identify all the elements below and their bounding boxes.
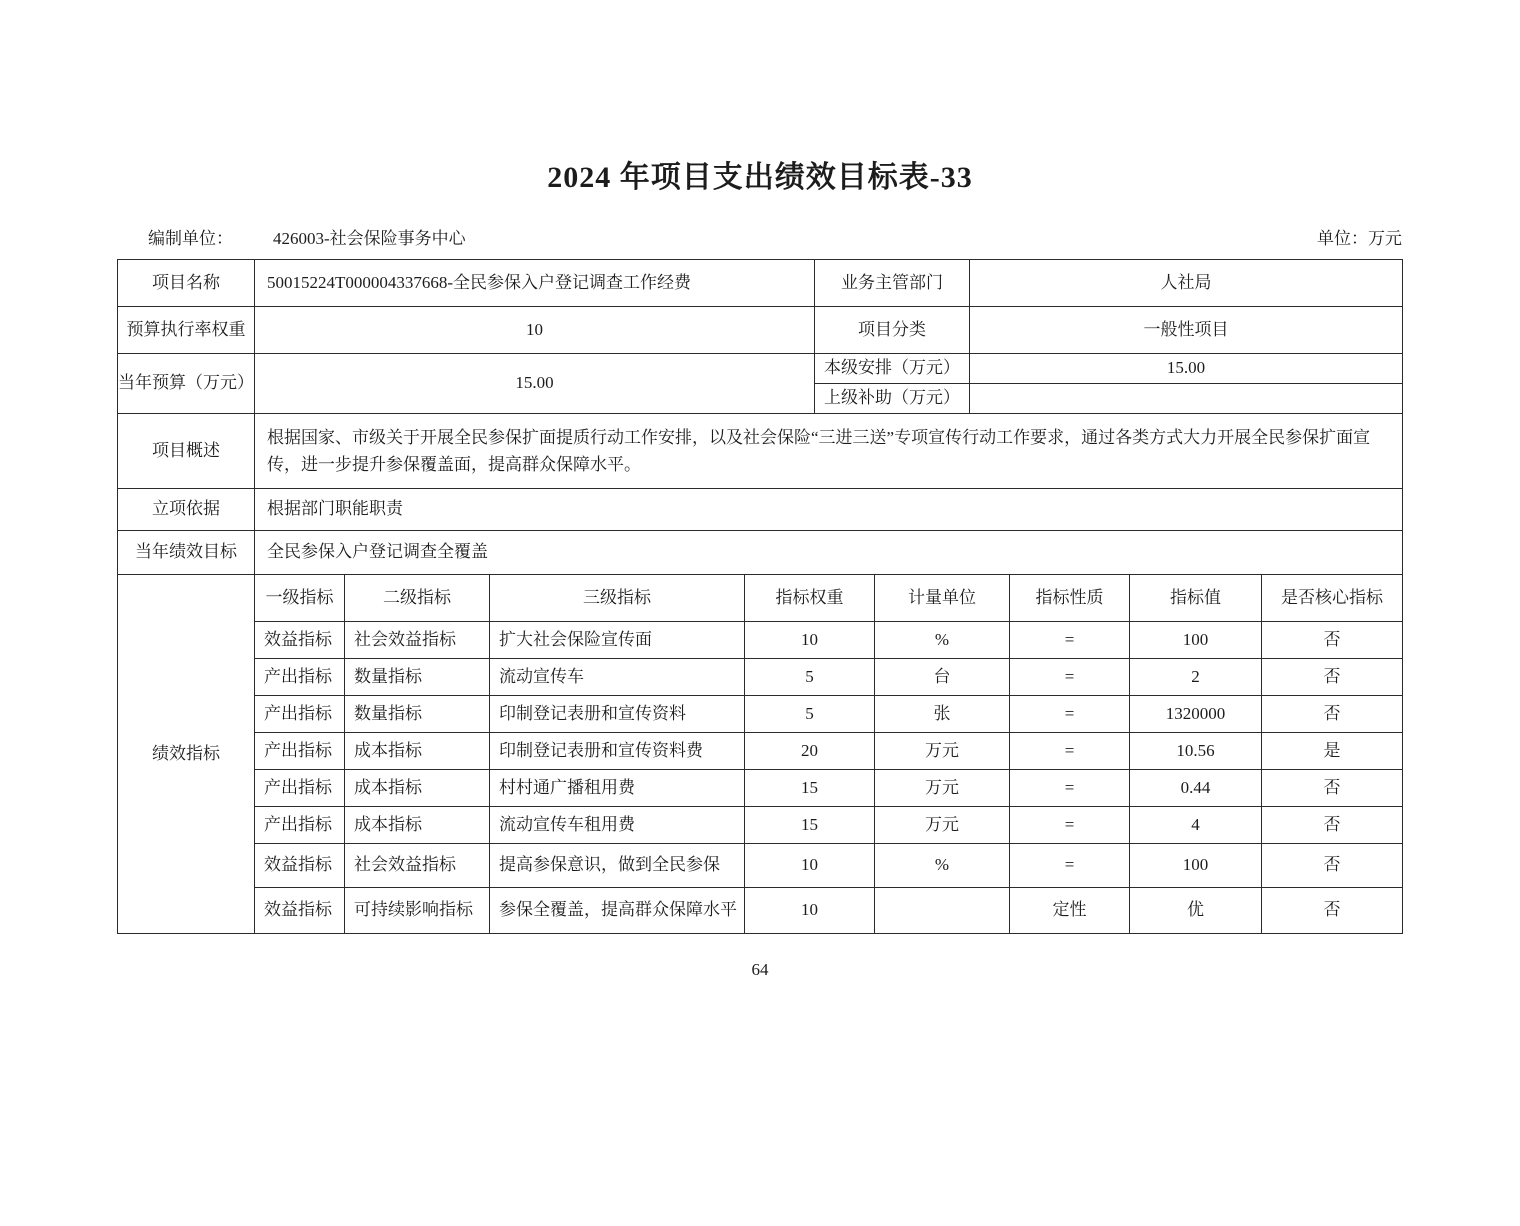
indicator-level3: 村村通广播租用费 [490,770,745,806]
indicator-value: 优 [1130,888,1262,933]
year-budget-label: 当年预算（万元） [118,354,255,413]
category-value: 一般性项目 [1143,319,1229,339]
indicator-value: 4 [1130,807,1262,843]
indicator-level3: 印制登记表册和宣传资料 [490,696,745,732]
superior-subsidy-value [970,384,1402,413]
indicator-unit: 万元 [875,807,1010,843]
indicator-level2: 成本指标 [345,807,490,843]
basis-value: 根据部门职能职责 [267,499,403,519]
compiling-unit [118,224,466,249]
dept-value: 人社局 [1160,272,1212,292]
compiling-unit-value: 426003-社会保险事务中心 [273,229,466,248]
compiling-unit-label: 编制单位： [148,229,233,248]
header-level3: 三级指标 [490,575,745,621]
document-page [0,152,1520,1226]
overview-label: 项目概述 [118,414,255,488]
indicator-core: 否 [1323,629,1341,649]
indicator-level3: 提高参保意识，做到全民参保 [490,844,745,887]
local-budget-value: 15.00 [1166,357,1206,377]
indicator-table [255,575,1402,933]
indicator-unit: 台 [875,659,1010,695]
indicator-core: 否 [1323,703,1341,723]
indicator-value: 100 [1130,622,1262,658]
indicator-value: 100 [1130,844,1262,887]
header-level1: 一级指标 [255,575,345,621]
indicator-value: 0.44 [1130,770,1262,806]
indicator-value: 2 [1130,659,1262,695]
indicator-core: 否 [1323,900,1341,920]
indicator-nature: = [1010,696,1130,732]
indicator-level1: 产出指标 [255,807,345,843]
indicator-unit: % [875,622,1010,658]
indicator-core: 是 [1323,740,1341,760]
goal-value: 全民参保入户登记调查全覆盖 [267,542,488,562]
indicator-weight: 5 [745,696,875,732]
indicator-core: 否 [1323,666,1341,686]
indicator-unit: 万元 [875,770,1010,806]
indicator-nature: = [1010,807,1130,843]
page-number: 64 [751,960,769,979]
header-weight: 指标权重 [745,575,875,621]
table-row [118,531,1402,575]
indicator-section [118,575,1402,933]
indicator-level1: 产出指标 [255,770,345,806]
superior-subsidy-row [815,384,1402,413]
indicator-level1: 产出指标 [255,696,345,732]
budget-weight-label: 预算执行率权重 [118,307,255,353]
indicator-level2: 数量指标 [345,696,490,732]
table-row [118,260,1402,307]
indicator-core: 否 [1323,855,1341,875]
indicator-unit [875,888,1010,933]
indicator-row [255,733,1402,770]
indicator-level2: 成本指标 [345,733,490,769]
indicator-row [255,770,1402,807]
basis-label: 立项依据 [118,489,255,530]
indicator-nature: = [1010,770,1130,806]
indicator-level2: 可持续影响指标 [345,888,490,933]
indicator-level1: 效益指标 [255,622,345,658]
indicator-core: 否 [1323,814,1341,834]
indicator-row [255,888,1402,933]
header-level2: 二级指标 [345,575,490,621]
local-budget-label: 本级安排（万元） [815,354,970,383]
goal-label: 当年绩效目标 [118,531,255,574]
indicator-weight: 5 [745,659,875,695]
table-row [118,354,1402,414]
main-table [117,259,1403,934]
indicator-header-row [255,575,1402,622]
meta-row [118,224,1402,249]
indicator-weight: 20 [745,733,875,769]
header-unit: 计量单位 [875,575,1010,621]
indicator-row [255,696,1402,733]
indicator-level1: 产出指标 [255,733,345,769]
indicator-core: 否 [1323,777,1341,797]
table-row [118,489,1402,531]
local-budget-row [815,354,1402,384]
indicator-level2: 数量指标 [345,659,490,695]
indicator-nature: = [1010,622,1130,658]
budget-split [815,354,1402,413]
indicator-value: 1320000 [1130,696,1262,732]
indicator-row [255,844,1402,888]
indicator-level2: 社会效益指标 [345,844,490,887]
indicator-level3: 流动宣传车 [490,659,745,695]
dept-label: 业务主管部门 [815,260,970,306]
header-core: 是否核心指标 [1281,587,1383,607]
indicator-weight: 15 [745,807,875,843]
indicator-unit: 万元 [875,733,1010,769]
currency-unit-label: 单位：万元 [1317,229,1402,248]
indicator-level3: 扩大社会保险宣传面 [490,622,745,658]
indicator-level1: 产出指标 [255,659,345,695]
overview-value: 根据国家、市级关于开展全民参保扩面提质行动工作安排，以及社会保险“三进三送”专项宣传行动工作要求，通过各类方式大力开展全民参保扩面宣传，进一步提升参保覆盖面，提高群众保障水平。 [267,427,1371,474]
indicator-weight: 10 [745,888,875,933]
indicator-nature: 定性 [1010,888,1130,933]
header-value: 指标值 [1130,575,1262,621]
indicator-nature: = [1010,659,1130,695]
project-name-label: 项目名称 [118,260,255,306]
indicator-weight: 10 [745,622,875,658]
indicator-value: 10.56 [1130,733,1262,769]
header-nature: 指标性质 [1010,575,1130,621]
indicator-level1: 效益指标 [255,888,345,933]
indicator-weight: 15 [745,770,875,806]
project-name-value: 50015224T000004337668-全民参保入户登记调查工作经费 [255,260,815,306]
page-title: 2024 年项目支出绩效目标表-33 [547,161,973,194]
indicator-level3: 参保全覆盖，提高群众保障水平 [490,888,745,933]
table-row [118,307,1402,354]
table-row [118,414,1402,489]
indicator-row [255,659,1402,696]
indicator-level2: 社会效益指标 [345,622,490,658]
indicator-row [255,807,1402,844]
indicator-level3: 印制登记表册和宣传资料费 [490,733,745,769]
indicator-unit: 张 [875,696,1010,732]
superior-subsidy-label: 上级补助（万元） [815,384,970,413]
indicator-nature: = [1010,733,1130,769]
indicator-row [255,622,1402,659]
indicator-level2: 成本指标 [345,770,490,806]
category-label: 项目分类 [815,307,970,353]
indicator-weight: 10 [745,844,875,887]
indicator-unit: % [875,844,1010,887]
budget-weight-value: 10 [255,307,815,353]
indicator-section-label: 绩效指标 [118,575,255,933]
year-budget-value: 15.00 [255,354,815,413]
indicator-level1: 效益指标 [255,844,345,887]
indicator-level3: 流动宣传车租用费 [490,807,745,843]
indicator-nature: = [1010,844,1130,887]
